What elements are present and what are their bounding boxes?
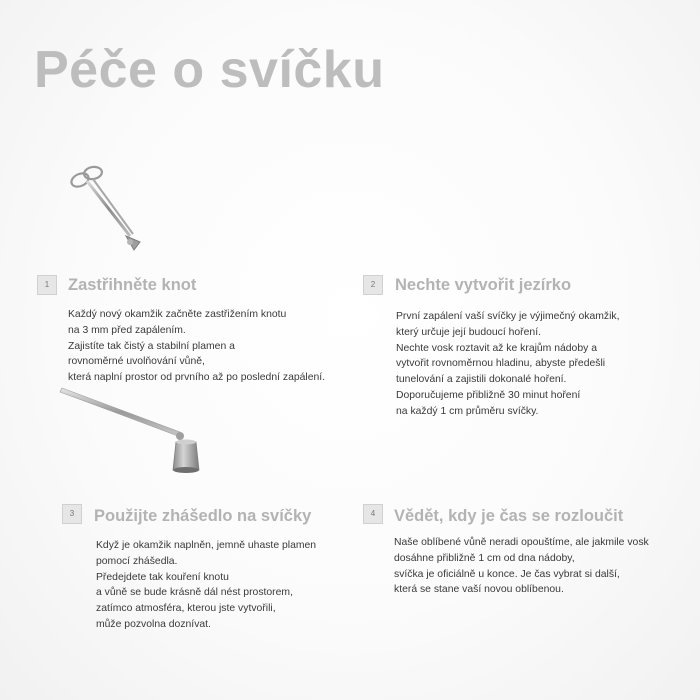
step-description <box>394 535 649 598</box>
candle-snuffer-icon <box>58 380 218 490</box>
step-number-badge: 4 <box>363 504 383 524</box>
step-number-badge: 1 <box>37 275 57 295</box>
text-line: na 3 mm před zapálením. <box>68 324 186 336</box>
text-line: rovnoměrné uvolňování vůně, <box>68 356 205 368</box>
text-line: Když je okamžik naplněn, jemně uhaste plamen <box>96 540 317 551</box>
text-line: a vůně se bude krásně dál nést prostorem, <box>96 587 293 599</box>
text-line: zatímco atmosféra, kterou jste vytvořili, <box>96 603 276 615</box>
step-heading: Vědět, kdy je čas se rozloučit <box>394 507 624 525</box>
step-description <box>396 309 619 420</box>
text-line: Nechte vosk roztavit až ke krajům nádoby a <box>396 342 597 354</box>
text-line: Zajistíte tak čistý a stabilní plamen a <box>68 340 235 352</box>
text-line: tunelování a zajistili dokonalé hoření. <box>396 374 567 386</box>
step-number-badge: 2 <box>363 275 383 295</box>
wick-trimmer-icon <box>60 158 160 258</box>
text-line: která se stane vaší novou oblíbenou. <box>394 584 564 596</box>
text-line: Doporučujeme přibližně 30 minut hoření <box>396 389 581 401</box>
text-line: který určuje její budoucí hoření. <box>396 326 541 338</box>
step-description <box>96 538 316 633</box>
text-line: pomocí zhášedla. <box>96 555 178 567</box>
step-description <box>68 307 325 386</box>
page-title: Péče o svíčku <box>34 41 385 99</box>
text-line: Každý nový okamžik začněte zastřižením knotu <box>68 309 287 320</box>
text-line: může pozvolna doznívat. <box>96 618 211 630</box>
text-line: která naplní prostor od prvního až po poslední zapálení. <box>68 372 326 384</box>
text-line: vytvořit rovnoměrnou hladinu, abyste předešli <box>396 358 606 370</box>
step-heading: Nechte vytvořit jezírko <box>395 276 572 294</box>
step-heading: Zastřihněte knot <box>68 276 197 294</box>
text-line: Předejdete tak kouření knotu <box>96 571 229 583</box>
text-line: Naše oblíbené vůně neradi opouštíme, ale jakmile vosk <box>394 537 649 548</box>
step-heading: Použijte zhášedlo na svíčky <box>94 507 312 525</box>
text-line: První zapálení vaší svíčky je výjimečný okamžik, <box>396 311 620 322</box>
text-line: na každý 1 cm průměru svíčky. <box>396 405 539 417</box>
step-number-badge: 3 <box>62 504 82 524</box>
text-line: svíčka je oficiálně u konce. Je čas vybrat si další, <box>394 568 620 580</box>
text-line: dosáhne přibližně 1 cm od dna nádoby, <box>394 552 575 564</box>
